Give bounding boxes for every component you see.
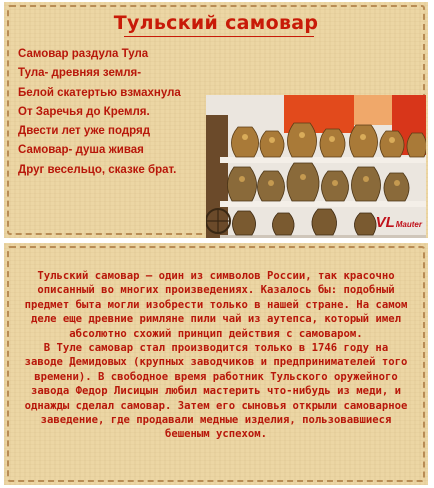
poem-card xyxy=(4,2,428,238)
watermark-small: Mauter xyxy=(395,220,422,229)
poem-line: Белой скатертью взмахнула xyxy=(18,86,181,99)
samovar-photo xyxy=(206,95,426,238)
history-paragraph: Тульский самовар — один из символов России, так красочно описанный во многих произведениях. Казалось бы: подобный предмет быта могли изобрести только в нашей стране. На самом деле еще древние римляне пили чай из аутепса, который имел абсолютно схожий принцип действия с самоваром. xyxy=(24,270,408,340)
history-paragraph: В Туле самовар стал производится только в 1746 году на заводе Демидовых (крупных заводчиков и предпринимателей того времени). В свободное время работник Тульского оружейного завода Федор Лисицын любил мастерить что-нибудь из меди, и однажды сделал самовар. Затем его сыновья открыли самоварное заведение, где продавали медные изделия, пользовавшиеся бешеным успехом. xyxy=(24,342,408,441)
poem-line: Тула- древняя земля- xyxy=(18,67,142,80)
watermark-big: VL xyxy=(375,214,395,231)
watermark-logo xyxy=(376,214,422,232)
title-underline xyxy=(124,36,314,37)
history-card xyxy=(4,243,428,485)
poem-line: От Заречья до Кремля. xyxy=(18,105,150,118)
poem-line: Самовар- душа живая xyxy=(18,144,144,157)
poem-line: Двести лет уже подряд xyxy=(18,125,151,138)
page-title: Тульский самовар xyxy=(113,12,319,34)
poem-line: Друг весельцо, сказке брат. xyxy=(18,163,177,176)
poem-line: Самовар раздула Тула xyxy=(18,48,149,60)
history-text xyxy=(22,269,410,442)
poem xyxy=(18,45,218,180)
